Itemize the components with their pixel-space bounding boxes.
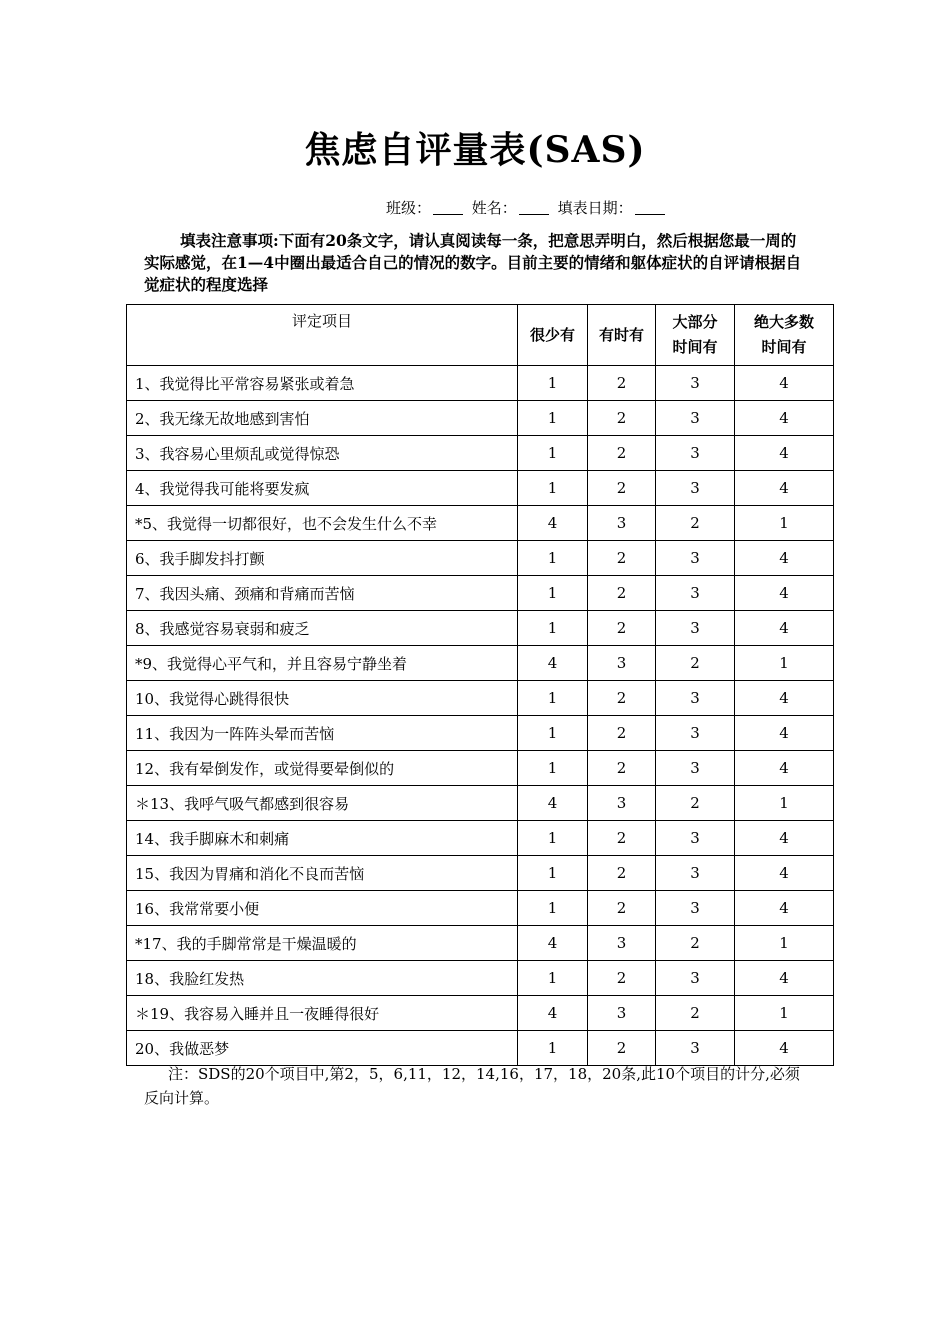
- score-cell[interactable]: 1: [518, 541, 588, 576]
- score-cell[interactable]: 4: [518, 996, 588, 1031]
- score-cell[interactable]: 4: [518, 926, 588, 961]
- score-cell[interactable]: 4: [518, 506, 588, 541]
- item-text: *17、我的手脚常常是干燥温暖的: [127, 926, 518, 961]
- header-almost-always-line2: 时间有: [761, 338, 807, 356]
- score-cell[interactable]: 1: [518, 891, 588, 926]
- item-text: 12、我有晕倒发作，或觉得要晕倒似的: [127, 751, 518, 786]
- score-cell[interactable]: 2: [588, 541, 656, 576]
- score-cell[interactable]: 1: [518, 436, 588, 471]
- score-cell[interactable]: 3: [588, 506, 656, 541]
- score-cell[interactable]: 2: [656, 646, 735, 681]
- score-cell[interactable]: 2: [588, 471, 656, 506]
- score-cell[interactable]: 2: [656, 926, 735, 961]
- item-text: 3、我容易心里烦乱或觉得惊恐: [127, 436, 518, 471]
- item-text: 6、我手脚发抖打颤: [127, 541, 518, 576]
- score-cell[interactable]: 1: [518, 576, 588, 611]
- score-cell[interactable]: 4: [735, 681, 834, 716]
- table-row: [127, 821, 834, 856]
- score-cell[interactable]: 2: [588, 611, 656, 646]
- table-row: [127, 401, 834, 436]
- score-cell[interactable]: 1: [735, 926, 834, 961]
- item-text: 11、我因为一阵阵头晕而苦恼: [127, 716, 518, 751]
- score-cell[interactable]: 2: [588, 821, 656, 856]
- item-text: ＊13、我呼气吸气都感到很容易: [127, 786, 518, 821]
- table-row: [127, 751, 834, 786]
- table-row: [127, 576, 834, 611]
- score-cell[interactable]: 1: [735, 786, 834, 821]
- score-cell[interactable]: 2: [588, 366, 656, 401]
- score-cell[interactable]: 4: [735, 611, 834, 646]
- item-text: 16、我常常要小便: [127, 891, 518, 926]
- score-cell[interactable]: 4: [735, 891, 834, 926]
- item-text: *5、我觉得一切都很好，也不会发生什么不幸: [127, 506, 518, 541]
- class-label: 班级：: [386, 199, 432, 217]
- score-cell[interactable]: 1: [518, 821, 588, 856]
- score-cell[interactable]: 2: [588, 1031, 656, 1066]
- table-row: [127, 786, 834, 821]
- table-row: [127, 541, 834, 576]
- score-cell[interactable]: 2: [588, 576, 656, 611]
- header-item: 评定项目: [127, 305, 518, 366]
- score-cell[interactable]: 3: [656, 541, 735, 576]
- item-text: *9、我觉得心平气和，并且容易宁静坐着: [127, 646, 518, 681]
- table-row: [127, 471, 834, 506]
- table-row: [127, 996, 834, 1031]
- score-cell[interactable]: 3: [656, 576, 735, 611]
- table-row: [127, 611, 834, 646]
- table-row: [127, 681, 834, 716]
- score-cell[interactable]: 1: [518, 471, 588, 506]
- score-cell[interactable]: 1: [735, 996, 834, 1031]
- table-row: [127, 436, 834, 471]
- score-cell[interactable]: 4: [735, 576, 834, 611]
- table-row: [127, 926, 834, 961]
- score-cell[interactable]: 2: [656, 996, 735, 1031]
- score-cell[interactable]: 3: [588, 646, 656, 681]
- score-cell[interactable]: 4: [735, 856, 834, 891]
- header-most-time-line2: 时间有: [672, 338, 718, 356]
- score-cell[interactable]: 1: [518, 681, 588, 716]
- score-cell[interactable]: 1: [518, 961, 588, 996]
- item-text: 1、我觉得比平常容易紧张或着急: [127, 366, 518, 401]
- score-cell[interactable]: 1: [518, 401, 588, 436]
- score-cell[interactable]: 3: [656, 856, 735, 891]
- page-title: 焦虑自评量表(SAS): [304, 129, 646, 171]
- score-cell[interactable]: 3: [656, 681, 735, 716]
- item-text: ＊19、我容易入睡并且一夜睡得很好: [127, 996, 518, 1031]
- header-sometimes: 有时有: [588, 305, 656, 366]
- table-row: [127, 1031, 834, 1066]
- header-most-time-line1: 大部分: [672, 313, 718, 331]
- score-cell[interactable]: 2: [588, 436, 656, 471]
- score-cell[interactable]: 4: [735, 436, 834, 471]
- score-cell[interactable]: 3: [656, 716, 735, 751]
- item-text: 20、我做恶梦: [127, 1031, 518, 1066]
- instructions: 填表注意事项:下面有20条文字，请认真阅读每一条，把意思弄明白，然后根据您最一周的实际感觉，在1—4中圈出最适合自己的情况的数字。目前主要的情绪和躯体症状的自评请根据自觉症状的程度选择: [144, 231, 802, 294]
- score-cell[interactable]: 3: [656, 471, 735, 506]
- score-cell[interactable]: 3: [656, 961, 735, 996]
- score-cell[interactable]: 1: [518, 1031, 588, 1066]
- score-cell[interactable]: 1: [518, 611, 588, 646]
- score-cell[interactable]: 2: [656, 786, 735, 821]
- score-cell[interactable]: 4: [735, 541, 834, 576]
- score-cell[interactable]: 3: [656, 891, 735, 926]
- table-header-row: [127, 305, 834, 366]
- score-cell[interactable]: 2: [588, 716, 656, 751]
- score-cell[interactable]: 3: [656, 401, 735, 436]
- score-cell[interactable]: 3: [588, 926, 656, 961]
- score-cell[interactable]: 4: [735, 471, 834, 506]
- item-text: 7、我因头痛、颈痛和背痛而苦恼: [127, 576, 518, 611]
- item-text: 8、我感觉容易衰弱和疲乏: [127, 611, 518, 646]
- table-row: [127, 366, 834, 401]
- score-cell[interactable]: 3: [656, 751, 735, 786]
- score-cell[interactable]: 2: [588, 401, 656, 436]
- score-cell[interactable]: 1: [518, 716, 588, 751]
- class-blank[interactable]: [433, 200, 463, 215]
- score-cell[interactable]: 3: [656, 1031, 735, 1066]
- table-row: [127, 646, 834, 681]
- item-text: 14、我手脚麻木和刺痛: [127, 821, 518, 856]
- score-cell[interactable]: 1: [735, 646, 834, 681]
- table-row: [127, 891, 834, 926]
- score-cell[interactable]: 1: [518, 366, 588, 401]
- score-cell[interactable]: 1: [518, 856, 588, 891]
- table-row: [127, 856, 834, 891]
- score-cell[interactable]: 4: [518, 646, 588, 681]
- item-text: 4、我觉得我可能将要发疯: [127, 471, 518, 506]
- header-almost-always: [735, 305, 834, 366]
- scale-table: [126, 304, 834, 1066]
- score-cell[interactable]: 4: [735, 961, 834, 996]
- item-text: 2、我无缘无故地感到害怕: [127, 401, 518, 436]
- date-label: 填表日期：: [557, 199, 633, 217]
- score-cell[interactable]: 3: [656, 366, 735, 401]
- date-blank[interactable]: [635, 200, 665, 215]
- score-cell[interactable]: 2: [588, 681, 656, 716]
- table-row: [127, 961, 834, 996]
- score-cell[interactable]: 3: [588, 996, 656, 1031]
- footnote: 注：SDS的20个项目中,第2，5，6,11，12，14,16，17，18，20条,此10个项目的计分,必须反向计算。: [144, 1065, 800, 1107]
- score-cell[interactable]: 3: [656, 436, 735, 471]
- score-cell[interactable]: 1: [518, 751, 588, 786]
- score-cell[interactable]: 4: [735, 1031, 834, 1066]
- item-text: 15、我因为胃痛和消化不良而苦恼: [127, 856, 518, 891]
- table-row: [127, 506, 834, 541]
- score-cell[interactable]: 4: [735, 401, 834, 436]
- table-body: [127, 366, 834, 1066]
- item-text: 10、我觉得心跳得很快: [127, 681, 518, 716]
- score-cell[interactable]: 4: [518, 786, 588, 821]
- header-almost-always-line1: 绝大多数: [753, 313, 814, 331]
- score-cell[interactable]: 2: [588, 891, 656, 926]
- name-label: 姓名：: [471, 199, 517, 217]
- score-cell[interactable]: 2: [588, 751, 656, 786]
- item-text: 18、我脸红发热: [127, 961, 518, 996]
- score-cell[interactable]: 2: [656, 506, 735, 541]
- score-cell[interactable]: 2: [588, 961, 656, 996]
- score-cell[interactable]: 3: [656, 611, 735, 646]
- header-most-time: [656, 305, 735, 366]
- score-cell[interactable]: 4: [735, 751, 834, 786]
- table-row: [127, 716, 834, 751]
- name-blank[interactable]: [519, 200, 549, 215]
- score-cell[interactable]: 3: [588, 786, 656, 821]
- info-line: [386, 198, 669, 218]
- score-cell[interactable]: 3: [656, 821, 735, 856]
- score-cell[interactable]: 4: [735, 716, 834, 751]
- score-cell[interactable]: 4: [735, 366, 834, 401]
- score-cell[interactable]: 1: [735, 506, 834, 541]
- header-rarely: 很少有: [518, 305, 588, 366]
- score-cell[interactable]: 4: [735, 821, 834, 856]
- score-cell[interactable]: 2: [588, 856, 656, 891]
